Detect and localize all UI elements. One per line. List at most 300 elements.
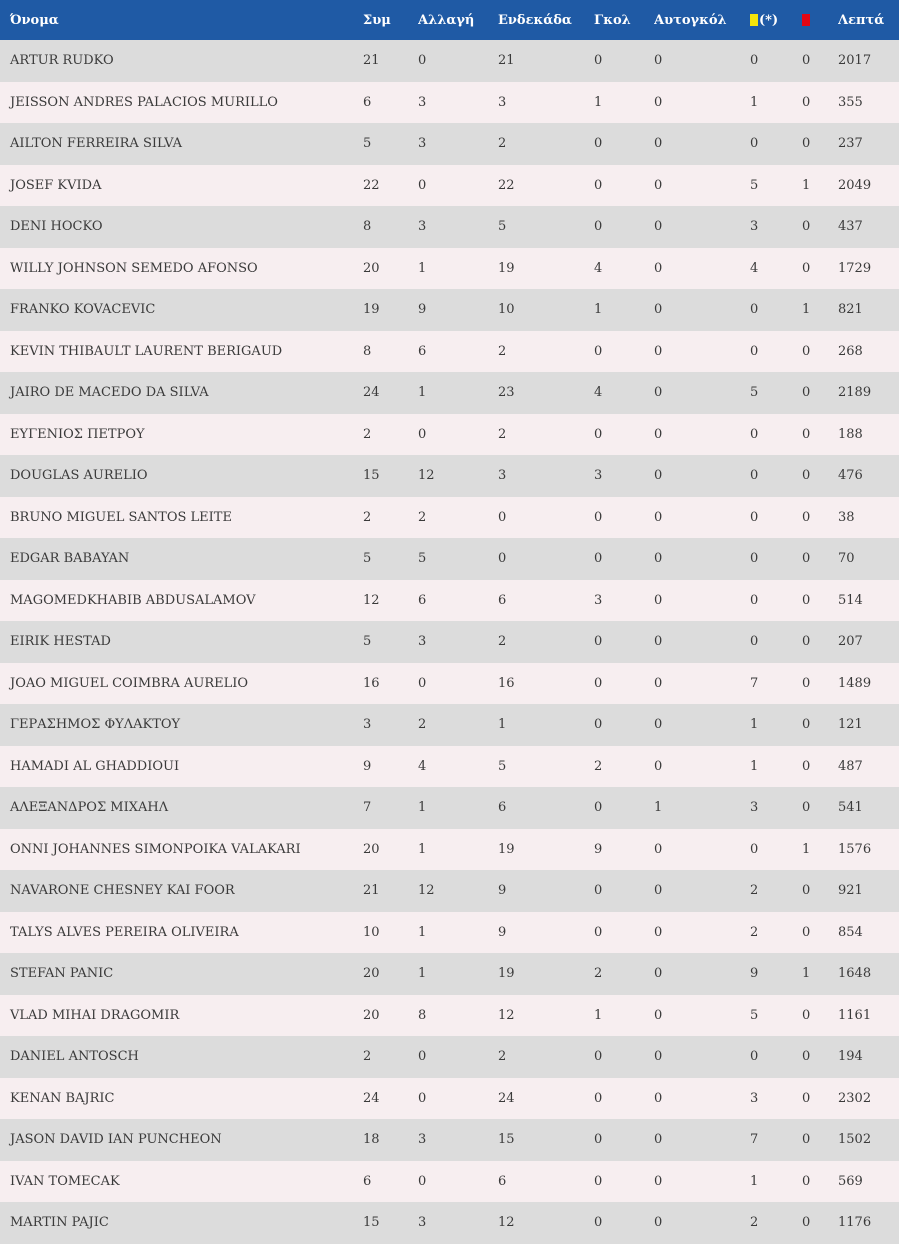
red-cards-cell: 0 xyxy=(802,592,811,608)
yellow-cards-cell: 9 xyxy=(750,966,759,982)
player-name-cell[interactable]: WILLY JOHNSON SEMEDO AFONSO xyxy=(10,260,258,276)
red-cards-cell: 0 xyxy=(802,675,811,691)
minutes-cell: 188 xyxy=(838,426,863,442)
minutes-cell: 2049 xyxy=(838,177,872,193)
goals-cell: 0 xyxy=(594,1215,603,1231)
own-goals-cell: 0 xyxy=(654,592,663,608)
appearances-cell: 2 xyxy=(363,1049,372,1065)
player-name-cell[interactable]: KENAN BAJRIC xyxy=(10,1090,115,1106)
player-name-cell[interactable]: DANIEL ANTOSCH xyxy=(10,1049,139,1065)
red-cards-cell: 0 xyxy=(802,468,811,484)
starting-xi-cell: 16 xyxy=(498,675,515,691)
table-row[interactable] xyxy=(0,123,899,165)
own-goals-cell: 0 xyxy=(654,177,663,193)
player-name-cell[interactable]: HAMADI AL GHADDIOUI xyxy=(10,758,180,774)
table-row[interactable] xyxy=(0,372,899,414)
red-cards-cell: 0 xyxy=(802,136,811,152)
table-row[interactable] xyxy=(0,787,899,829)
goals-cell: 0 xyxy=(594,675,603,691)
player-name-cell[interactable]: KEVIN THIBAULT LAURENT BERIGAUD xyxy=(10,343,283,359)
goals-cell: 0 xyxy=(594,426,603,442)
red-cards-cell: 0 xyxy=(802,1132,811,1148)
starting-xi-cell: 21 xyxy=(498,53,515,69)
appearances-cell: 8 xyxy=(363,219,372,235)
player-name-cell[interactable]: NAVARONE CHESNEY KAI FOOR xyxy=(10,883,235,899)
minutes-cell: 476 xyxy=(838,468,863,484)
player-name-cell[interactable]: DENI HOCKO xyxy=(10,219,103,235)
own-goals-cell: 0 xyxy=(654,94,663,110)
appearances-cell: 21 xyxy=(363,53,380,69)
substitute-cell: 0 xyxy=(418,675,427,691)
goals-cell: 3 xyxy=(594,592,603,608)
substitute-cell: 0 xyxy=(418,1090,427,1106)
starting-xi-cell: 2 xyxy=(498,426,507,442)
red-cards-cell: 0 xyxy=(802,1215,811,1231)
starting-xi-cell: 0 xyxy=(498,509,507,525)
substitute-cell: 0 xyxy=(418,177,427,193)
appearances-cell: 2 xyxy=(363,426,372,442)
minutes-cell: 1576 xyxy=(838,841,872,857)
own-goals-cell: 1 xyxy=(654,800,663,816)
table-row[interactable] xyxy=(0,1161,899,1203)
yellow-cards-cell: 2 xyxy=(750,1215,759,1231)
minutes-cell: 437 xyxy=(838,219,863,235)
yellow-cards-cell: 7 xyxy=(750,1132,759,1148)
goals-cell: 0 xyxy=(594,551,603,567)
starting-xi-cell: 24 xyxy=(498,1090,515,1106)
substitute-cell: 0 xyxy=(418,1173,427,1189)
player-name-cell[interactable]: JEISSON ANDRES PALACIOS MURILLO xyxy=(10,94,278,110)
yellow-cards-cell: 0 xyxy=(750,551,759,567)
substitute-cell: 6 xyxy=(418,343,427,359)
substitute-cell: 3 xyxy=(418,1132,427,1148)
appearances-cell: 6 xyxy=(363,1173,372,1189)
goals-cell: 2 xyxy=(594,966,603,982)
table-row[interactable] xyxy=(0,1119,899,1161)
yellow-cards-cell: 0 xyxy=(750,841,759,857)
substitute-cell: 1 xyxy=(418,800,427,816)
own-goals-cell: 0 xyxy=(654,1090,663,1106)
starting-xi-cell: 12 xyxy=(498,1007,515,1023)
own-goals-cell: 0 xyxy=(654,717,663,733)
starting-xi-cell: 2 xyxy=(498,634,507,650)
starting-xi-cell: 5 xyxy=(498,758,507,774)
yellow-cards-cell: 0 xyxy=(750,136,759,152)
yellow-cards-cell: 0 xyxy=(750,468,759,484)
substitute-cell: 1 xyxy=(418,260,427,276)
substitute-cell: 12 xyxy=(418,468,435,484)
yellow-cards-cell: 0 xyxy=(750,343,759,359)
minutes-cell: 921 xyxy=(838,883,863,899)
red-cards-cell: 0 xyxy=(802,1090,811,1106)
header-substitute[interactable]: Αλλαγή xyxy=(418,12,475,28)
yellow-cards-cell: 0 xyxy=(750,426,759,442)
minutes-cell: 1489 xyxy=(838,675,872,691)
goals-cell: 4 xyxy=(594,260,603,276)
red-cards-cell: 0 xyxy=(802,800,811,816)
table-row[interactable] xyxy=(0,206,899,248)
player-name-cell[interactable]: JOAO MIGUEL COIMBRA AURELIO xyxy=(10,675,249,691)
goals-cell: 0 xyxy=(594,800,603,816)
substitute-cell: 3 xyxy=(418,136,427,152)
player-name-cell[interactable]: ΓΕΡΑΣΗΜΟΣ ΦΥΛΑΚΤΟΥ xyxy=(10,717,181,733)
starting-xi-cell: 15 xyxy=(498,1132,515,1148)
red-card-icon xyxy=(802,14,810,26)
table-row[interactable] xyxy=(0,663,899,705)
minutes-cell: 2017 xyxy=(838,53,872,69)
appearances-cell: 10 xyxy=(363,924,380,940)
table-row[interactable] xyxy=(0,704,899,746)
appearances-cell: 2 xyxy=(363,509,372,525)
appearances-cell: 15 xyxy=(363,468,380,484)
red-cards-cell: 0 xyxy=(802,260,811,276)
red-cards-cell: 0 xyxy=(802,343,811,359)
header-appearances[interactable]: Συμ xyxy=(363,12,391,28)
red-cards-cell: 0 xyxy=(802,924,811,940)
yellow-cards-cell: 5 xyxy=(750,1007,759,1023)
table-row[interactable] xyxy=(0,580,899,622)
goals-cell: 0 xyxy=(594,1173,603,1189)
yellow-cards-cell: 0 xyxy=(750,634,759,650)
goals-cell: 3 xyxy=(594,468,603,484)
table-row[interactable] xyxy=(0,497,899,539)
red-cards-cell: 0 xyxy=(802,551,811,567)
red-cards-cell: 1 xyxy=(802,841,811,857)
table-row[interactable] xyxy=(0,331,899,373)
minutes-cell: 541 xyxy=(838,800,863,816)
red-cards-cell: 0 xyxy=(802,1173,811,1189)
appearances-cell: 22 xyxy=(363,177,380,193)
goals-cell: 0 xyxy=(594,1132,603,1148)
minutes-cell: 268 xyxy=(838,343,863,359)
player-name-cell[interactable]: AILTON FERREIRA SILVA xyxy=(10,136,182,152)
header-own-goals[interactable]: Αυτογκόλ xyxy=(654,12,727,28)
appearances-cell: 20 xyxy=(363,1007,380,1023)
starting-xi-cell: 22 xyxy=(498,177,515,193)
minutes-cell: 70 xyxy=(838,551,855,567)
yellow-cards-cell: 4 xyxy=(750,260,759,276)
appearances-cell: 21 xyxy=(363,883,380,899)
substitute-cell: 1 xyxy=(418,841,427,857)
starting-xi-cell: 0 xyxy=(498,551,507,567)
table-row[interactable] xyxy=(0,912,899,954)
substitute-cell: 2 xyxy=(418,509,427,525)
goals-cell: 0 xyxy=(594,177,603,193)
own-goals-cell: 0 xyxy=(654,841,663,857)
yellow-cards-cell: 0 xyxy=(750,53,759,69)
player-name-cell[interactable]: ONNI JOHANNES SIMONPOIKA VALAKARI xyxy=(10,841,301,857)
red-cards-cell: 0 xyxy=(802,1007,811,1023)
substitute-cell: 3 xyxy=(418,634,427,650)
appearances-cell: 20 xyxy=(363,841,380,857)
appearances-cell: 24 xyxy=(363,385,380,401)
player-name-cell[interactable]: EIRIK HESTAD xyxy=(10,634,111,650)
appearances-cell: 19 xyxy=(363,302,380,318)
own-goals-cell: 0 xyxy=(654,219,663,235)
player-name-cell[interactable]: STEFAN PANIC xyxy=(10,966,114,982)
appearances-cell: 20 xyxy=(363,260,380,276)
substitute-cell: 0 xyxy=(418,426,427,442)
table-row[interactable] xyxy=(0,414,899,456)
starting-xi-cell: 5 xyxy=(498,219,507,235)
player-name-cell[interactable]: MAGOMEDKHABIB ABDUSALAMOV xyxy=(10,592,256,608)
player-name-cell[interactable]: IVAN TOMECAK xyxy=(10,1173,120,1189)
red-cards-cell: 0 xyxy=(802,758,811,774)
substitute-cell: 1 xyxy=(418,924,427,940)
substitute-cell: 3 xyxy=(418,219,427,235)
minutes-cell: 237 xyxy=(838,136,863,152)
own-goals-cell: 0 xyxy=(654,302,663,318)
goals-cell: 1 xyxy=(594,94,603,110)
starting-xi-cell: 2 xyxy=(498,136,507,152)
minutes-cell: 1161 xyxy=(838,1007,872,1023)
table-row[interactable] xyxy=(0,1202,899,1244)
minutes-cell: 569 xyxy=(838,1173,863,1189)
minutes-cell: 854 xyxy=(838,924,863,940)
goals-cell: 9 xyxy=(594,841,603,857)
yellow-cards-cell: 0 xyxy=(750,1049,759,1065)
table-row[interactable] xyxy=(0,455,899,497)
yellow-cards-cell: 5 xyxy=(750,177,759,193)
yellow-cards-cell: 0 xyxy=(750,509,759,525)
header-name[interactable]: Όνομα xyxy=(10,12,59,28)
player-name-cell[interactable]: TALYS ALVES PEREIRA OLIVEIRA xyxy=(10,924,239,940)
starting-xi-cell: 3 xyxy=(498,94,507,110)
red-cards-cell: 0 xyxy=(802,509,811,525)
yellow-cards-cell: 1 xyxy=(750,758,759,774)
own-goals-cell: 0 xyxy=(654,509,663,525)
own-goals-cell: 0 xyxy=(654,758,663,774)
header-minutes[interactable]: Λεπτά xyxy=(838,12,885,28)
goals-cell: 0 xyxy=(594,343,603,359)
minutes-cell: 1502 xyxy=(838,1132,872,1148)
yellow-cards-cell: 1 xyxy=(750,1173,759,1189)
red-cards-cell: 0 xyxy=(802,634,811,650)
yellow-cards-cell: 3 xyxy=(750,219,759,235)
appearances-cell: 18 xyxy=(363,1132,380,1148)
red-cards-cell: 1 xyxy=(802,302,811,318)
yellow-card-suffix: (*) xyxy=(759,12,779,28)
yellow-cards-cell: 0 xyxy=(750,302,759,318)
own-goals-cell: 0 xyxy=(654,1173,663,1189)
substitute-cell: 0 xyxy=(418,1049,427,1065)
goals-cell: 0 xyxy=(594,1090,603,1106)
starting-xi-cell: 6 xyxy=(498,800,507,816)
table-row[interactable] xyxy=(0,1078,899,1120)
appearances-cell: 7 xyxy=(363,800,372,816)
yellow-cards-cell: 7 xyxy=(750,675,759,691)
header-starting-xi[interactable]: Ενδεκάδα xyxy=(498,12,572,28)
red-cards-cell: 0 xyxy=(802,385,811,401)
player-name-cell[interactable]: JASON DAVID IAN PUNCHEON xyxy=(10,1132,222,1148)
table-row[interactable] xyxy=(0,538,899,580)
yellow-cards-cell: 0 xyxy=(750,592,759,608)
substitute-cell: 9 xyxy=(418,302,427,318)
minutes-cell: 487 xyxy=(838,758,863,774)
goals-cell: 1 xyxy=(594,302,603,318)
minutes-cell: 1176 xyxy=(838,1215,872,1231)
header-row xyxy=(0,0,899,40)
table-row[interactable] xyxy=(0,870,899,912)
goals-cell: 0 xyxy=(594,634,603,650)
minutes-cell: 1729 xyxy=(838,260,872,276)
own-goals-cell: 0 xyxy=(654,551,663,567)
minutes-cell: 514 xyxy=(838,592,863,608)
yellow-card-icon xyxy=(750,14,758,26)
yellow-cards-cell: 3 xyxy=(750,800,759,816)
table-row[interactable] xyxy=(0,746,899,788)
goals-cell: 0 xyxy=(594,53,603,69)
minutes-cell: 2302 xyxy=(838,1090,872,1106)
player-name-cell[interactable]: FRANKO KOVACEVIC xyxy=(10,302,156,318)
own-goals-cell: 0 xyxy=(654,1215,663,1231)
substitute-cell: 3 xyxy=(418,1215,427,1231)
player-name-cell[interactable]: JOSEF KVIDA xyxy=(10,177,102,193)
starting-xi-cell: 10 xyxy=(498,302,515,318)
starting-xi-cell: 19 xyxy=(498,260,515,276)
header-yellow-cards[interactable] xyxy=(750,0,802,40)
minutes-cell: 38 xyxy=(838,509,855,525)
minutes-cell: 121 xyxy=(838,717,863,733)
goals-cell: 0 xyxy=(594,924,603,940)
header-red-cards[interactable] xyxy=(802,0,838,40)
minutes-cell: 207 xyxy=(838,634,863,650)
player-name-cell[interactable]: ΕΥΓΕΝΙΟΣ ΠΕΤΡΟΥ xyxy=(10,426,145,442)
substitute-cell: 4 xyxy=(418,758,427,774)
minutes-cell: 2189 xyxy=(838,385,872,401)
starting-xi-cell: 12 xyxy=(498,1215,515,1231)
own-goals-cell: 0 xyxy=(654,260,663,276)
goals-cell: 0 xyxy=(594,717,603,733)
starting-xi-cell: 6 xyxy=(498,592,507,608)
table-row[interactable] xyxy=(0,829,899,871)
table-header xyxy=(0,0,899,40)
own-goals-cell: 0 xyxy=(654,1007,663,1023)
red-cards-cell: 0 xyxy=(802,219,811,235)
player-name-cell[interactable]: ARTUR RUDKO xyxy=(10,53,114,69)
substitute-cell: 1 xyxy=(418,966,427,982)
table-row[interactable] xyxy=(0,1036,899,1078)
appearances-cell: 15 xyxy=(363,1215,380,1231)
appearances-cell: 5 xyxy=(363,136,372,152)
yellow-cards-cell: 1 xyxy=(750,94,759,110)
goals-cell: 0 xyxy=(594,883,603,899)
player-name-cell[interactable]: JAIRO DE MACEDO DA SILVA xyxy=(10,385,209,401)
goals-cell: 0 xyxy=(594,136,603,152)
player-name-cell[interactable]: BRUNO MIGUEL SANTOS LEITE xyxy=(10,509,232,525)
player-name-cell[interactable]: VLAD MIHAI DRAGOMIR xyxy=(10,1007,180,1023)
starting-xi-cell: 3 xyxy=(498,468,507,484)
minutes-cell: 355 xyxy=(838,94,863,110)
own-goals-cell: 0 xyxy=(654,1132,663,1148)
substitute-cell: 1 xyxy=(418,385,427,401)
own-goals-cell: 0 xyxy=(654,53,663,69)
substitute-cell: 5 xyxy=(418,551,427,567)
minutes-cell: 194 xyxy=(838,1049,863,1065)
appearances-cell: 16 xyxy=(363,675,380,691)
appearances-cell: 5 xyxy=(363,551,372,567)
own-goals-cell: 0 xyxy=(654,468,663,484)
red-cards-cell: 1 xyxy=(802,177,811,193)
header-goals[interactable]: Γκολ xyxy=(594,12,631,28)
player-name-cell[interactable]: ΑΛΕΞΑΝΔΡΟΣ ΜΙΧΑΗΛ xyxy=(10,800,169,816)
goals-cell: 0 xyxy=(594,1049,603,1065)
substitute-cell: 8 xyxy=(418,1007,427,1023)
starting-xi-cell: 19 xyxy=(498,966,515,982)
appearances-cell: 8 xyxy=(363,343,372,359)
red-cards-cell: 0 xyxy=(802,717,811,733)
appearances-cell: 20 xyxy=(363,966,380,982)
own-goals-cell: 0 xyxy=(654,343,663,359)
appearances-cell: 12 xyxy=(363,592,380,608)
starting-xi-cell: 2 xyxy=(498,1049,507,1065)
red-cards-cell: 0 xyxy=(802,53,811,69)
starting-xi-cell: 19 xyxy=(498,841,515,857)
table-row[interactable] xyxy=(0,953,899,995)
substitute-cell: 6 xyxy=(418,592,427,608)
table-row[interactable] xyxy=(0,165,899,207)
table-row[interactable] xyxy=(0,248,899,290)
red-cards-cell: 0 xyxy=(802,426,811,442)
table-row[interactable] xyxy=(0,995,899,1037)
own-goals-cell: 0 xyxy=(654,426,663,442)
substitute-cell: 3 xyxy=(418,94,427,110)
table-row[interactable] xyxy=(0,621,899,663)
appearances-cell: 6 xyxy=(363,94,372,110)
own-goals-cell: 0 xyxy=(654,634,663,650)
own-goals-cell: 0 xyxy=(654,136,663,152)
minutes-cell: 821 xyxy=(838,302,863,318)
own-goals-cell: 0 xyxy=(654,385,663,401)
yellow-cards-cell: 2 xyxy=(750,924,759,940)
starting-xi-cell: 23 xyxy=(498,385,515,401)
yellow-cards-cell: 2 xyxy=(750,883,759,899)
red-cards-cell: 1 xyxy=(802,966,811,982)
table-row[interactable] xyxy=(0,82,899,124)
starting-xi-cell: 1 xyxy=(498,717,507,733)
minutes-cell: 1648 xyxy=(838,966,872,982)
appearances-cell: 3 xyxy=(363,717,372,733)
table-body xyxy=(0,40,899,1244)
appearances-cell: 24 xyxy=(363,1090,380,1106)
red-cards-cell: 0 xyxy=(802,1049,811,1065)
starting-xi-cell: 6 xyxy=(498,1173,507,1189)
goals-cell: 2 xyxy=(594,758,603,774)
red-cards-cell: 0 xyxy=(802,883,811,899)
player-name-cell[interactable]: DOUGLAS AURELIO xyxy=(10,468,148,484)
starting-xi-cell: 9 xyxy=(498,883,507,899)
substitute-cell: 2 xyxy=(418,717,427,733)
appearances-cell: 5 xyxy=(363,634,372,650)
goals-cell: 0 xyxy=(594,509,603,525)
own-goals-cell: 0 xyxy=(654,924,663,940)
player-name-cell[interactable]: MARTIN PAJIC xyxy=(10,1215,109,1231)
yellow-cards-cell: 5 xyxy=(750,385,759,401)
goals-cell: 1 xyxy=(594,1007,603,1023)
starting-xi-cell: 9 xyxy=(498,924,507,940)
own-goals-cell: 0 xyxy=(654,883,663,899)
yellow-cards-cell: 1 xyxy=(750,717,759,733)
own-goals-cell: 0 xyxy=(654,966,663,982)
player-name-cell[interactable]: EDGAR BABAYAN xyxy=(10,551,130,567)
own-goals-cell: 0 xyxy=(654,1049,663,1065)
goals-cell: 0 xyxy=(594,219,603,235)
substitute-cell: 12 xyxy=(418,883,435,899)
table-row[interactable] xyxy=(0,40,899,82)
substitute-cell: 0 xyxy=(418,53,427,69)
table-row[interactable] xyxy=(0,289,899,331)
own-goals-cell: 0 xyxy=(654,675,663,691)
